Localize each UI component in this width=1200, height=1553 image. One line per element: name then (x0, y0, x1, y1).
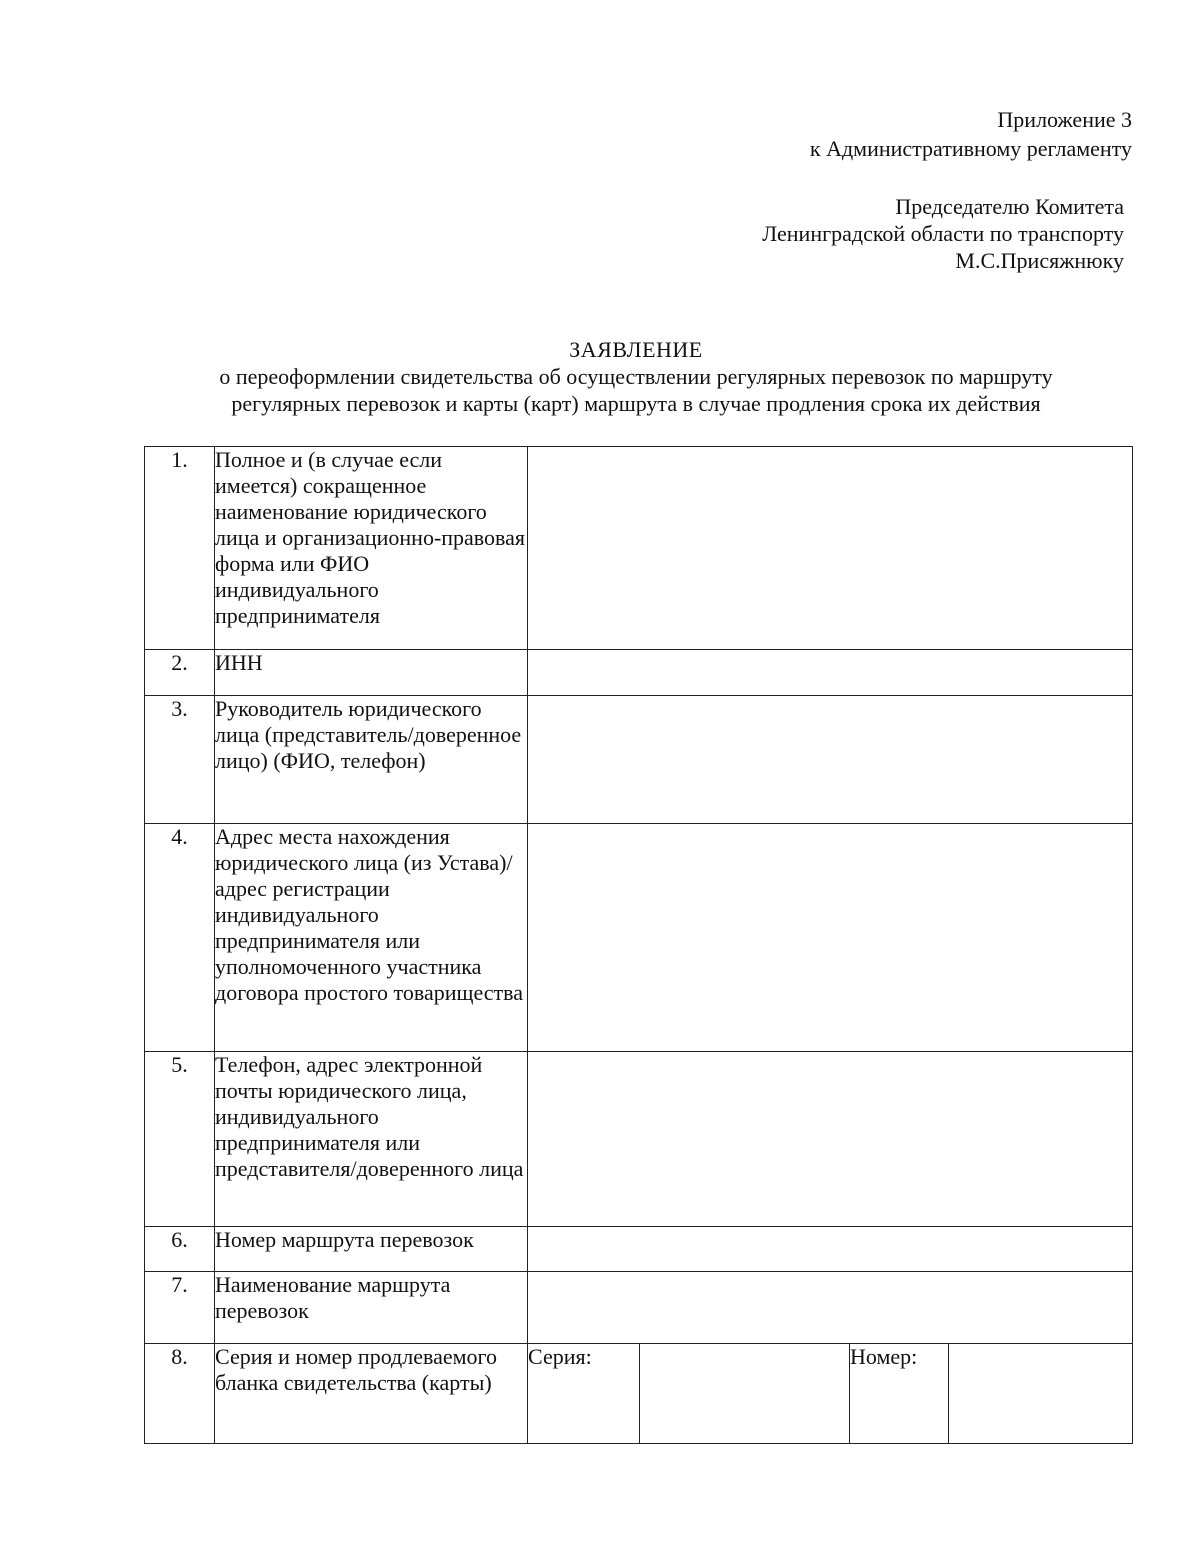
appendix-line-1: Приложение 3 (997, 107, 1132, 132)
route-name-field[interactable] (528, 1272, 1133, 1344)
table-row (145, 1344, 1133, 1444)
row-label: Серия и номер продлеваемого бланка свидетельства (карты) (215, 1344, 528, 1444)
appendix-reference (810, 105, 1132, 163)
row-label: Телефон, адрес электронной почты юридического лица, индивидуального предпринимателя или представителя/доверенного лица (215, 1052, 528, 1227)
row-number: 2. (145, 650, 215, 696)
row-number: 8. (145, 1344, 215, 1444)
row-number: 3. (145, 696, 215, 824)
appendix-line-2: к Административному регламенту (809, 136, 1132, 161)
series-label: Серия: (528, 1344, 640, 1444)
row-number: 6. (145, 1227, 215, 1272)
application-form-table (144, 446, 1133, 1444)
document-subtitle-line-1: о переоформлении свидетельства об осуществлении регулярных перевозок по маршруту (219, 364, 1053, 389)
row-number: 4. (145, 824, 215, 1052)
inn-field[interactable] (528, 650, 1133, 696)
organization-name-field[interactable] (528, 447, 1133, 650)
table-row (145, 1272, 1133, 1344)
row-label: Наименование маршрута перевозок (215, 1272, 528, 1344)
row-label: Руководитель юридического лица (представитель/доверенное лицо) (ФИО, телефон) (215, 696, 528, 824)
row-number: 5. (145, 1052, 215, 1227)
addressee-block (762, 193, 1124, 274)
series-field[interactable] (640, 1344, 850, 1444)
address-field[interactable] (528, 824, 1133, 1052)
route-number-field[interactable] (528, 1227, 1133, 1272)
addressee-line-1: Председателю Комитета (895, 194, 1124, 219)
table-row (145, 1227, 1133, 1272)
manager-field[interactable] (528, 696, 1133, 824)
document-title: ЗАЯВЛЕНИЕ (569, 337, 703, 362)
contact-field[interactable] (528, 1052, 1133, 1227)
row-label: Полное и (в случае если имеется) сокращенное наименование юридического лица и организационно-правовая форма или ФИО индивидуального предпринимателя (215, 447, 528, 650)
row-number: 7. (145, 1272, 215, 1344)
table-row (145, 447, 1133, 650)
addressee-line-3: М.С.Присяжнюку (955, 248, 1124, 273)
table-row (145, 1052, 1133, 1227)
row-number: 1. (145, 447, 215, 650)
table-row (145, 696, 1133, 824)
document-heading (140, 336, 1132, 417)
row-label: ИНН (215, 650, 528, 696)
row-label: Номер маршрута перевозок (215, 1227, 528, 1272)
number-field[interactable] (949, 1344, 1133, 1444)
row-label: Адрес места нахождения юридического лица (из Устава)/адрес регистрации индивидуального предпринимателя или уполномоченного участника договора простого товарищества (215, 824, 528, 1052)
number-label: Номер: (850, 1344, 949, 1444)
document-subtitle-line-2: регулярных перевозок и карты (карт) маршрута в случае продления срока их действия (231, 391, 1041, 416)
table-row (145, 650, 1133, 696)
table-row (145, 824, 1133, 1052)
addressee-line-2: Ленинградской области по транспорту (762, 221, 1124, 246)
